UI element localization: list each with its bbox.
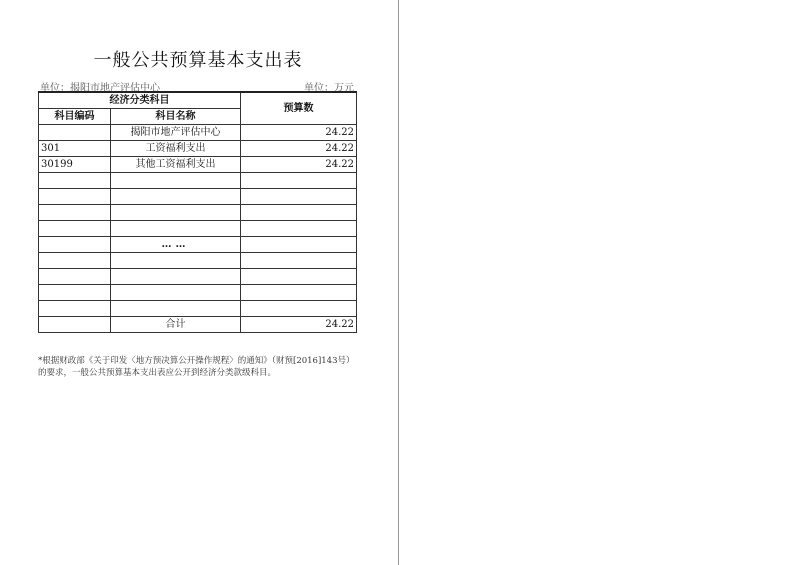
row-code [39, 125, 111, 141]
empty-row [39, 301, 357, 317]
ellipsis-row [39, 237, 357, 253]
total-label: 合计 [111, 317, 241, 333]
header-subject-code: 科目编码 [39, 109, 111, 125]
row-name: 揭阳市地产评估中心 [111, 125, 241, 141]
table-row [39, 141, 357, 157]
empty-row [39, 173, 357, 189]
page-divider-line [398, 0, 399, 565]
row-name: 工资福利支出 [111, 141, 241, 157]
unit-currency: 单位：万元 [304, 83, 354, 94]
header-economic-category: 经济分类科目 [39, 92, 241, 109]
row-amount: 24.22 [241, 141, 357, 157]
header-budget-amount: 预算数 [241, 92, 357, 125]
row-amount: 24.22 [241, 157, 357, 173]
total-row [39, 317, 357, 333]
empty-row [39, 189, 357, 205]
table-row [39, 157, 357, 173]
empty-row [39, 205, 357, 221]
ellipsis-marker: …… [111, 237, 241, 253]
row-name: 其他工资福利支出 [111, 157, 241, 173]
row-amount: 24.22 [241, 125, 357, 141]
unit-organization: 单位：揭阳市地产评估中心 [40, 83, 160, 94]
empty-row [39, 221, 357, 237]
header-row-group [39, 92, 357, 109]
footnote: *根据财政部《关于印发〈地方预决算公开操作规程〉的通知》（财预[2016]143号）的要求，一般公共预算基本支出表应公开到经济分类款级科目。 [38, 356, 355, 378]
empty-row [39, 269, 357, 285]
row-code: 30199 [39, 157, 111, 173]
empty-row [39, 285, 357, 301]
total-amount: 24.22 [241, 317, 357, 333]
row-code: 301 [39, 141, 111, 157]
table-row [39, 125, 357, 141]
document-title: 一般公共预算基本支出表 [93, 50, 303, 71]
budget-table [38, 91, 357, 333]
empty-row [39, 253, 357, 269]
header-subject-name: 科目名称 [111, 109, 241, 125]
